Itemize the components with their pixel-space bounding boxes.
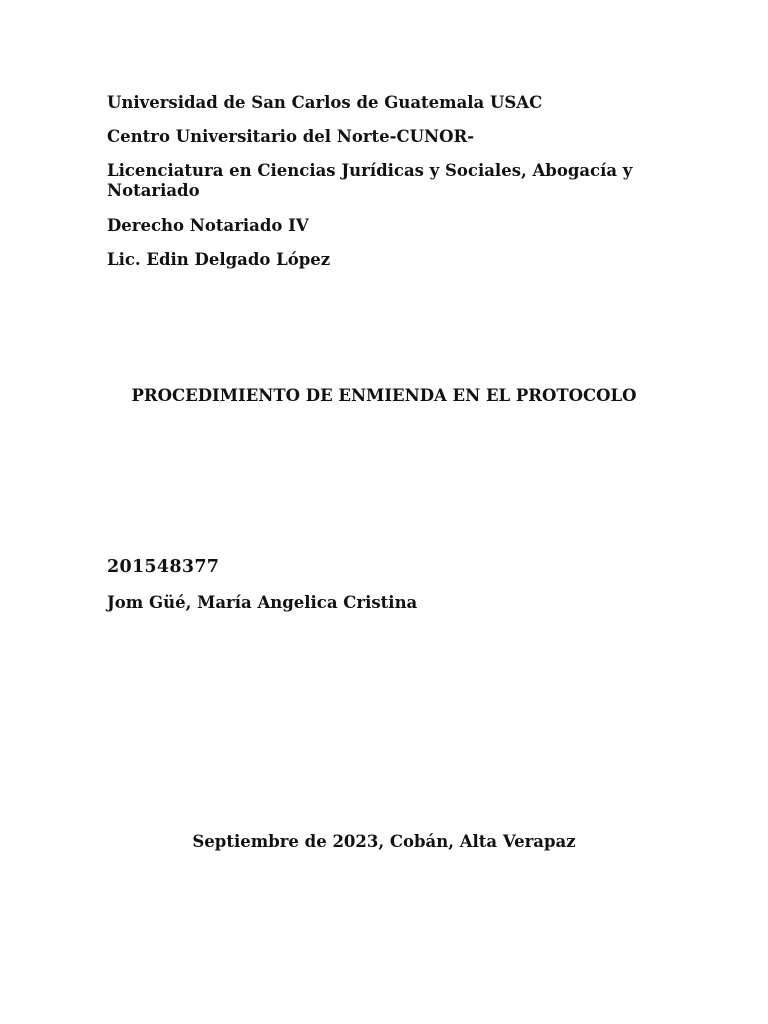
university-name: Universidad de San Carlos de Guatemala USAC — [107, 93, 543, 112]
degree-program: Licenciatura en Ciencias Jurídicas y Sociales, Abogacía y Notariado — [107, 161, 633, 200]
university-center: Centro Universitario del Norte-CUNOR- — [107, 127, 475, 146]
student-name: Jom Güé, María Angelica Cristina — [107, 593, 418, 612]
date-and-place: Septiembre de 2023, Cobán, Alta Verapaz — [192, 832, 576, 851]
course-name: Derecho Notariado IV — [107, 216, 309, 235]
document-title: PROCEDIMIENTO DE ENMIENDA EN EL PROTOCOLO — [131, 386, 637, 405]
student-id: 201548377 — [107, 557, 220, 577]
professor-name: Lic. Edin Delgado López — [107, 250, 331, 269]
